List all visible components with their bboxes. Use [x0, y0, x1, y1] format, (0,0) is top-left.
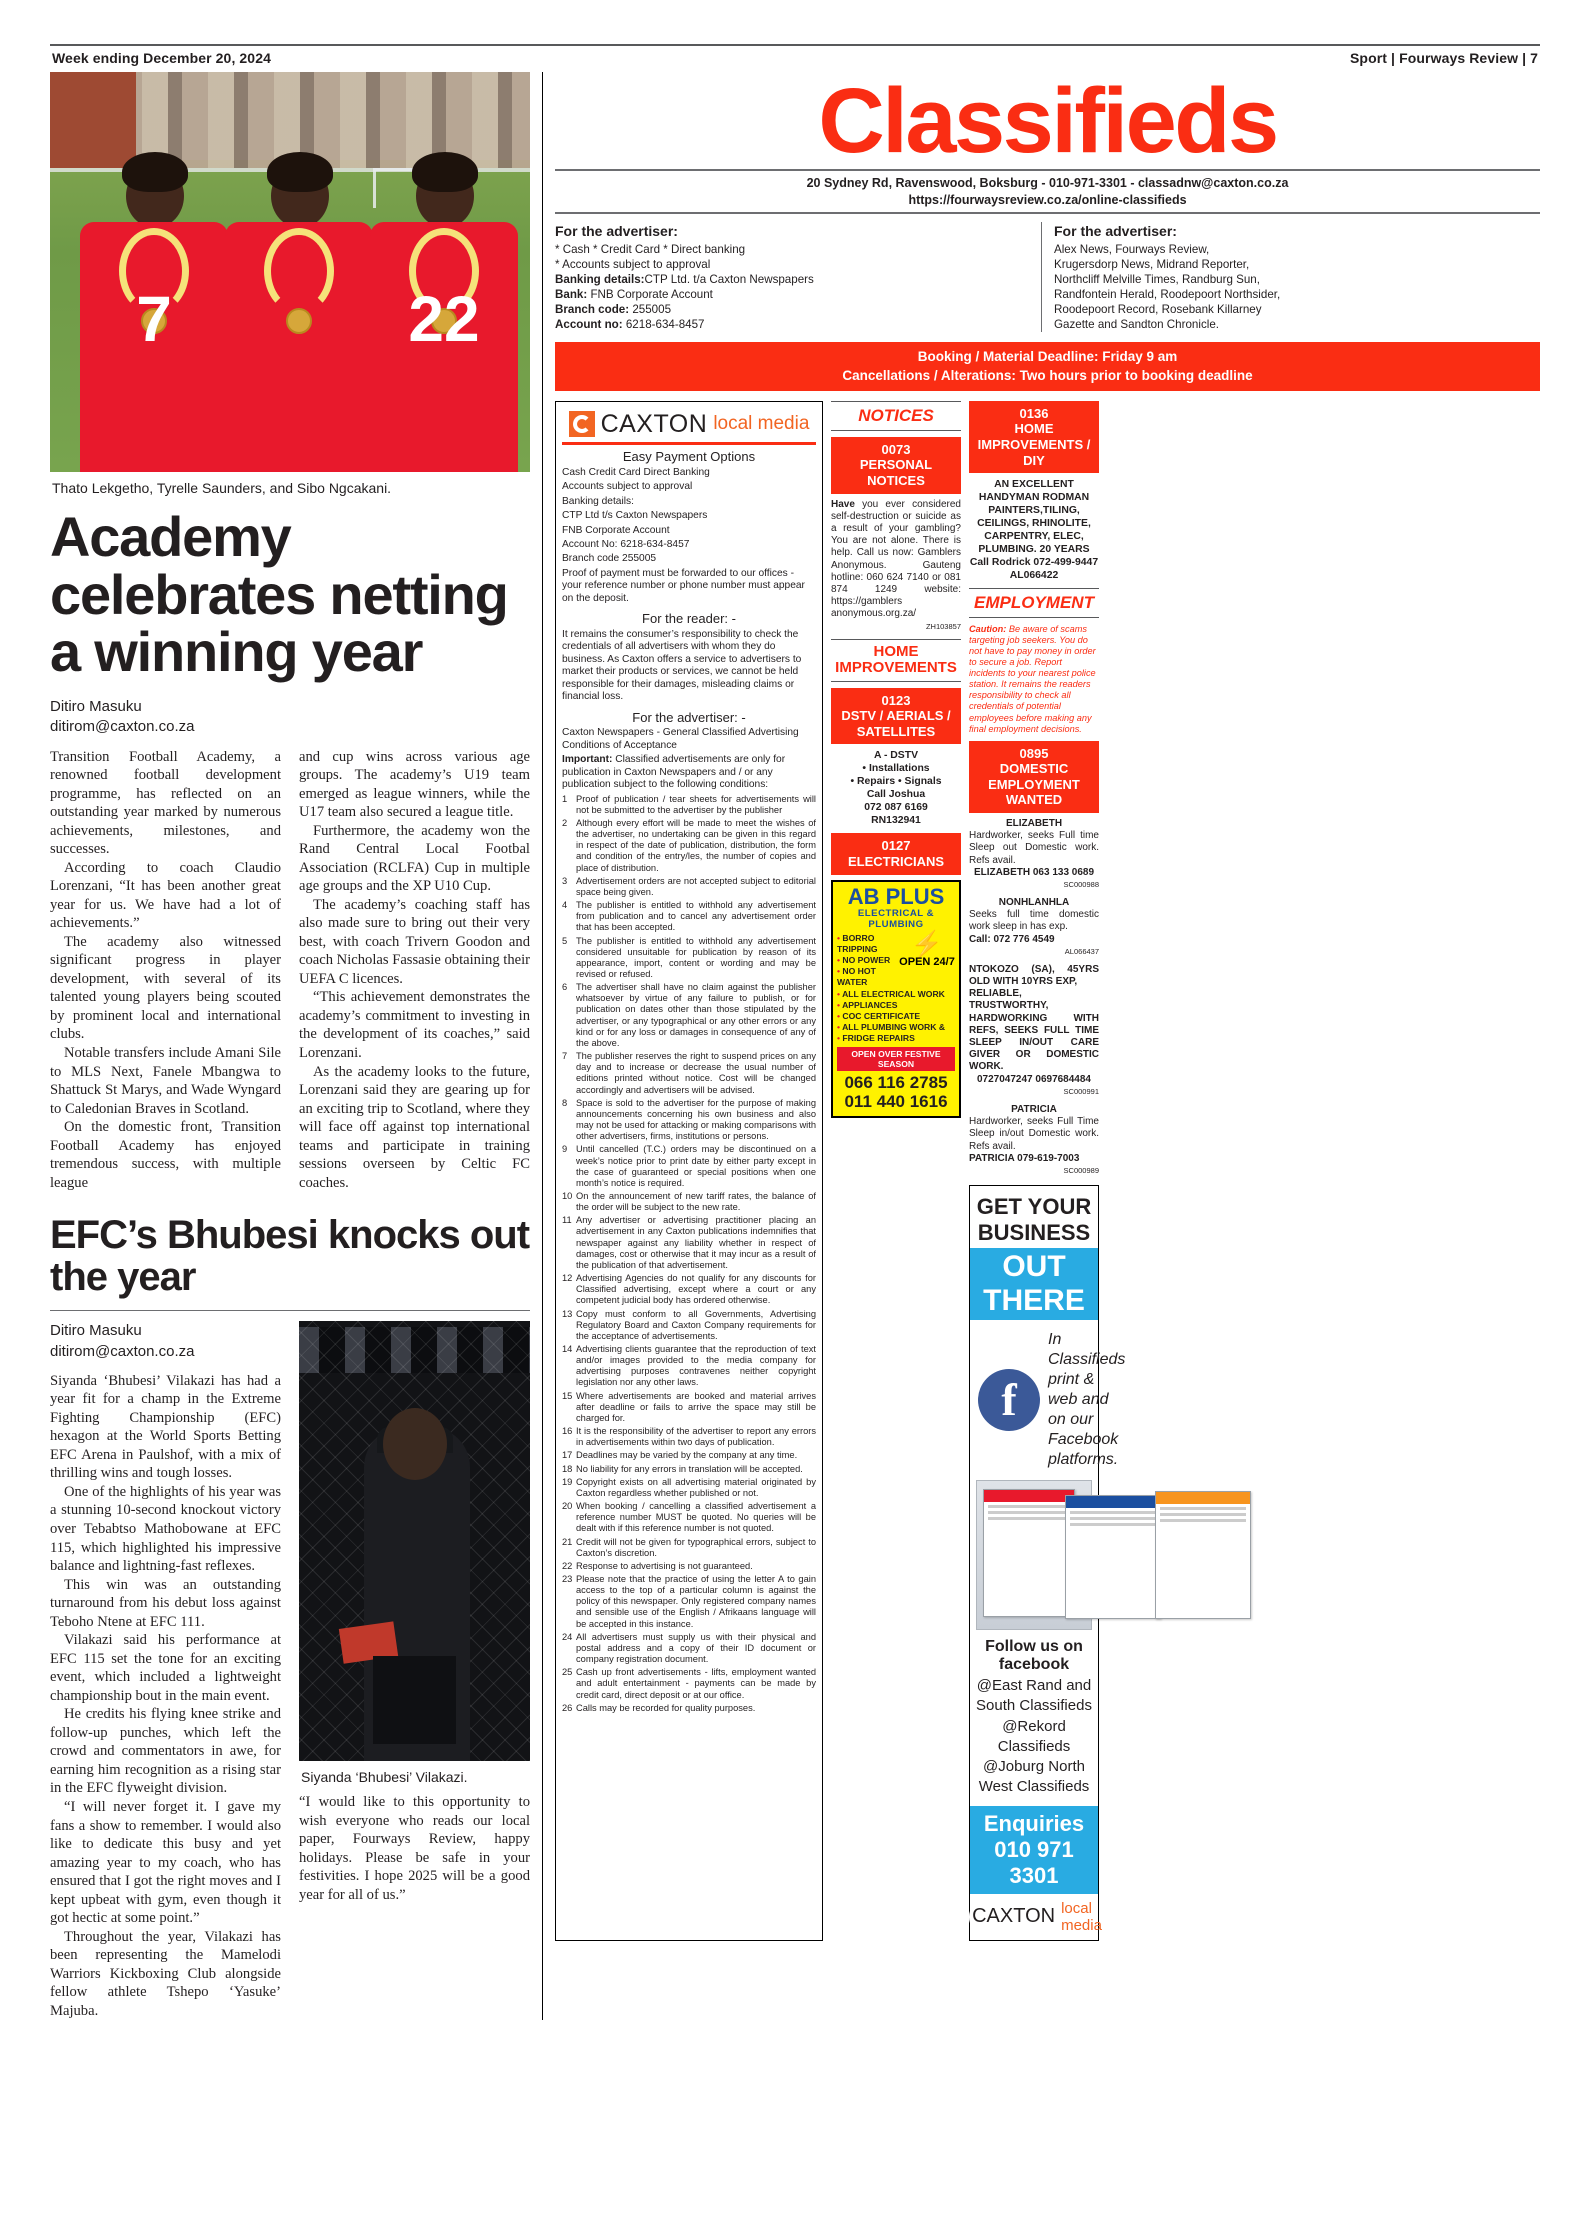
abplus-display-ad — [831, 880, 961, 1118]
term-item: Where advertisements are booked and material arrives after deadline or fails to arrive the space may still be charged for. — [576, 1390, 816, 1423]
advertiser-titles-box — [1041, 222, 1540, 333]
for-the-reader-heading: For the reader: - — [642, 611, 736, 627]
category-code: 0073 — [881, 441, 911, 457]
paper-line — [1160, 1513, 1246, 1516]
ad-contact: ELIZABETH 063 133 0689 — [973, 866, 1095, 878]
ad-text: Seeks full time domestic work sleep in has exp. — [969, 909, 1099, 933]
player-number: 22 — [408, 283, 480, 355]
term-item: It is the responsibility of the advertiser to report any errors in advertisements within two days of publication. — [576, 1426, 816, 1448]
player-kit — [80, 222, 228, 472]
ad-text: you ever considered self-destruction or suicide as a result of your gambling? You are not alone. There is help. Call us now: Gamblers Anonymous. Gauteng hotline: 060 624 7140 or 081 874 1249 website: https://gamblers anonymous.org.za/ — [831, 498, 961, 620]
paragraph: As the academy looks to the future, Lorenzani said they are gearing up for an exciting trip to Scotland, where they will face off against top international teams and participate in training sessions overseen by Celtic FC coaches. — [299, 1063, 530, 1191]
category-name: ELECTRICIANS — [847, 854, 945, 870]
ad-contact: Call: 072 776 4549 — [969, 933, 1055, 945]
category-dstv-aerials[interactable] — [831, 688, 961, 745]
payment-methods: * Cash * Credit Card * Direct banking — [555, 243, 746, 257]
main-article-col-2 — [299, 748, 530, 1193]
byline-email[interactable]: ditirom@caxton.co.za — [50, 718, 195, 736]
page-header — [50, 46, 1540, 72]
category-personal-notices[interactable] — [831, 437, 961, 494]
classified-ad-dstv — [831, 749, 961, 827]
second-story-rule — [50, 1310, 530, 1311]
paragraph: “I will never forget it. I gave my fans a show to remember. I would also like to dedicate this busy and yet amazing year to my coach, who has ensured that I got the right moves and I kept upbeat with gym, even though it got hectic at some point.” — [50, 1798, 281, 1927]
term-item: Space is sold to the advertiser for the purpose of making announcements concerning his own business and also may not be used for attacking or making comparisons with other advertisers, firms, institutions or persons. — [576, 1097, 816, 1142]
term-item: When booking / cancelling a classified advertisement a reference number MUST be quoted. No queries will be dealt with if this reference number is not quoted. — [576, 1501, 816, 1534]
ad-name: NTOKOZO (SA), 45YRS OLD WITH 10YRS EXP, — [969, 963, 1099, 988]
term-item: The publisher reserves the right to suspend prices on any day and to increase or decrease the usual number of editions printed without notice. Cost will be changed accordingly and advertisers will be advised. — [576, 1051, 816, 1095]
ad-lead-word: Have — [831, 498, 855, 510]
accounts-note: * Accounts subject to approval — [555, 258, 711, 272]
term-item: Advertising Agencies do not qualify for any discounts for Classified advertising, except where a court or any competent judicial body has ordered otherwise. — [576, 1273, 816, 1306]
account-row — [555, 317, 1031, 332]
player-head — [126, 164, 184, 228]
paper-line — [1160, 1519, 1246, 1522]
paragraph: and cup wins across various age groups. The academy’s U19 team emerged as league winners, while the U17 team also secured a league title. — [299, 748, 530, 821]
advertiser-info-row — [555, 222, 1540, 333]
paragraph: The academy also witnessed significant progress in player development, with several of its talented young players being scouted by prominent local and international clubs. — [50, 933, 281, 1043]
term-item: Calls may be recorded for quality purposes. — [576, 1702, 756, 1713]
bank-label: Bank: — [555, 288, 588, 302]
classifieds-grid — [555, 401, 1540, 1941]
category-name-line-2: SATELLITES — [856, 723, 936, 739]
ad-text: AN EXCELLENT HANDYMAN RODMAN PAINTERS,TILING, CEILINGS, RHINOLITE, CARPENTRY, ELEC, PLUMBING. 20 YEARS Call Rodrick 072-499-9447 — [969, 479, 1099, 569]
advertiser-heading: For the advertiser: — [555, 222, 678, 239]
title-line: Gazette and Sandton Chronicle. — [1054, 318, 1219, 332]
term-item: No liability for any errors in translation will be accepted. — [576, 1463, 803, 1474]
paragraph: This win was an outstanding turnaround from his debut loss against Teboho Ntene at EFC 111. — [50, 1576, 281, 1630]
paper-masthead — [1066, 1496, 1160, 1508]
payment-line: FNB Corporate Account — [562, 524, 670, 536]
advertiser-payment-box — [555, 222, 1041, 333]
promo-line-2: OUT THERE — [970, 1248, 1098, 1320]
term-item: The publisher is entitled to withhold any advertisement from publication and to cancel any advertisement order that has been accepted. — [576, 900, 816, 933]
caxton-logo-sub: local media — [1061, 1899, 1102, 1934]
category-name-line-1: HOME — [1014, 421, 1054, 437]
paragraph: “I would like to this opportunity to wish everyone who reads our local paper, Fourways Review, happy holidays. Please be safe in your festivities. I hope 2025 will be a good year for all of us.” — [299, 1794, 530, 1903]
classified-ad-ntokozo — [969, 964, 1099, 1096]
category-code: 0136 — [1019, 405, 1049, 421]
banking-details-row — [555, 272, 1031, 287]
term-item: Advertisement orders are not accepted subject to editorial space being given. — [576, 875, 816, 897]
issue-date: Week ending December 20, 2024 — [52, 50, 271, 66]
player-head — [416, 164, 474, 228]
second-byline — [50, 1321, 281, 1362]
service-item: • NO HOT WATER — [837, 966, 955, 988]
payment-line: Banking details: — [562, 495, 634, 507]
category-domestic-employment-wanted[interactable] — [969, 741, 1099, 813]
category-code: 0123 — [881, 692, 911, 708]
service-item: • ALL ELECTRICAL WORK — [837, 989, 955, 1000]
service-item: • ALL PLUMBING WORK & — [837, 1022, 955, 1033]
term-item: Deadlines may be varied by the company at any time. — [576, 1450, 798, 1461]
ad-reference: AL066437 — [1064, 946, 1099, 956]
paper-line — [988, 1505, 1070, 1508]
term-item: On the announcement of new tariff rates, the balance of the order will be subject to the new rate. — [576, 1190, 816, 1213]
ad-reference: SC000989 — [1063, 1165, 1099, 1175]
paragraph: According to coach Claudio Lorenzani, “It has been another great year for us. We have had a lot of achievements.” — [50, 859, 281, 932]
caxton-logo-word: CAXTON — [972, 1905, 1056, 1928]
ad-name: ELIZABETH — [1005, 817, 1063, 829]
service-item: • APPLIANCES — [837, 1000, 955, 1011]
service-item: • FRIDGE REPAIRS — [837, 1033, 955, 1044]
branch-label: Branch code: — [555, 303, 630, 317]
main-headline: Academy celebrates netting a winning year — [50, 505, 508, 684]
paragraph: Vilakazi said his performance at EFC 115 set the tone for an exciting event, which included a lightweight championship bout in the main event. — [50, 1632, 281, 1704]
term-item: Cash up front advertisements - lifts, employment wanted and adult entertainment - payments can be made by credit card, direct deposit or at our office. — [576, 1667, 816, 1700]
column-divider — [542, 72, 543, 2020]
paragraph: The academy’s coaching staff has also made sure to bring out their very best, with coach Trivern Goodon and coach Nicholas Fassasie obtaining their UEFA C licences. — [299, 896, 531, 987]
payment-line: Branch code 255005 — [562, 553, 657, 565]
conditions-subtitle: Caxton Newspapers - General Classified Advertising Conditions of Acceptance — [562, 727, 799, 751]
promo-follow-label: Follow us on facebook — [985, 1638, 1083, 1674]
montage-paper-1 — [983, 1489, 1075, 1617]
promo-enquiries-bar[interactable]: Enquiries 010 971 3301 — [970, 1806, 1098, 1894]
ad-name: NONHLANHLA — [998, 897, 1070, 909]
home-improvements-section-heading — [831, 639, 961, 682]
promo-facebook-row — [970, 1320, 1126, 1480]
editorial-column — [50, 72, 530, 2020]
category-code: 0895 — [1019, 745, 1049, 761]
main-byline — [50, 697, 530, 738]
category-electricians[interactable] — [831, 833, 961, 874]
promo-get-your-business-out-there[interactable] — [969, 1185, 1126, 1941]
ad-reference: RN132941 — [871, 815, 921, 827]
payment-line: Cash Credit Card Direct Banking — [562, 466, 710, 478]
caxton-logo — [562, 407, 816, 440]
caution-text: Be aware of scams targeting job seekers. You do not have to pay money in order to secure a job. Report incidents to your nearest police station. It remains the readers responsibility to check all credentials of potential employees before making any final employment decisions. — [969, 624, 1096, 734]
promo-newspaper-montage — [976, 1480, 1092, 1630]
photo-player-2 — [225, 164, 375, 472]
service-item: • COC CERTIFICATE — [837, 1011, 955, 1022]
category-home-improvements-diy[interactable] — [969, 401, 1099, 473]
paper-line — [988, 1511, 1070, 1514]
ad-text: Hardworker, seeks Full Time Sleep in/out Domestic work. Refs avail. — [969, 1116, 1099, 1152]
lightning-bolt-icon: ⚡ — [910, 928, 944, 959]
header-section-info — [1350, 50, 1538, 66]
term-item: Credit will not be given for typographical errors, subject to Caxton’s discretion. — [576, 1536, 816, 1558]
abplus-subtitle: ELECTRICAL & PLUMBING — [857, 907, 935, 930]
paragraph: Notable transfers include Amani Sile to MLS Next, Fanele Mbangwa to Shattuck St Marys, and Wade Wyngard to Caledonian Braves in Scotland. — [50, 1045, 281, 1117]
ad-name: PATRICIA — [1011, 1103, 1057, 1115]
category-name-line-2: IMPROVEMENTS / DIY — [977, 437, 1091, 468]
caxton-terms-box — [555, 401, 823, 1941]
category-code: 0127 — [881, 838, 911, 854]
term-item: Response to advertising is not guaranteed. — [576, 1560, 753, 1571]
bank-value: FNB Corporate Account — [590, 288, 713, 302]
promo-handles — [970, 1676, 1098, 1806]
banking-label: Banking details: — [555, 273, 645, 287]
ad-text: Hardworker, seeks Full time Sleep out Domestic work. Refs avail. — [969, 830, 1099, 866]
notices-column — [831, 401, 961, 1941]
byline-author: Ditiro Masuku — [50, 698, 142, 716]
term-item: Copy must conform to all Governments, Advertising Regulatory Board and Caxton Company requirements for the acceptance of advertisements. — [576, 1308, 816, 1341]
term-item: The publisher is entitled to withhold any advertisement considered unsuitable for publication by reason of its appearance, import, content or wording and may be revised or refused. — [576, 935, 816, 979]
header-sep-1: | — [1391, 50, 1396, 66]
ad-phone: 072 087 6169 — [864, 802, 928, 814]
page-number: 7 — [1530, 50, 1538, 66]
title-line: Roodepoort Record, Rosebank Killarney — [1054, 303, 1262, 317]
newspaper-page — [50, 44, 1540, 2184]
caxton-logo-word: CAXTON — [600, 409, 708, 438]
paragraph: Transition Football Academy, a renowned football development programme, has reflected on an outstanding year marked by numerous achievements, milestones, and successes. — [50, 748, 281, 858]
paper-masthead — [1156, 1492, 1250, 1504]
header-section: Sport — [1349, 50, 1388, 66]
paper-line — [1160, 1507, 1246, 1510]
branch-row — [555, 302, 1031, 317]
player-hair — [412, 152, 478, 192]
byline-author: Ditiro Masuku — [50, 1322, 142, 1340]
paragraph: Throughout the year, Vilakazi has been representing the Mamelodi Warriors Kickboxing Club alongside fellow athlete Tshepo ‘Yasuke’ Majuba. — [50, 1928, 281, 2019]
paragraph: Furthermore, the academy won the Rand Central Local Footbal Association (RCLFA) Cup in multiple age groups and the XP U10 Cup. — [299, 822, 530, 895]
classified-ad-gamblers — [831, 499, 961, 631]
abplus-title: AB PLUS — [847, 883, 945, 909]
paper-line — [988, 1517, 1070, 1520]
facebook-icon[interactable]: f — [978, 1369, 1040, 1431]
paragraph: One of the highlights of his year was a stunning 10-second knockout victory over Tebabtso Mathobowane at EFC 115, which highlighted his impressive balance and lightning-fast reflexes. — [50, 1483, 281, 1575]
term-item: Proof of publication / tear sheets for advertisements will not be submitted to the advertiser by the publisher — [576, 793, 816, 815]
caxton-logo-icon — [569, 411, 595, 437]
classifieds-contact — [555, 169, 1540, 214]
photo-background-brick — [50, 72, 136, 168]
abplus-phone-1: 066 116 2785 — [844, 1073, 948, 1093]
easy-payment-heading: Easy Payment Options — [622, 448, 756, 464]
payment-line: Accounts subject to approval — [562, 481, 693, 493]
account-label: Account no: — [555, 318, 623, 332]
term-item: The advertiser shall have no claim against the publisher whatsoever by virtue of any failure to publish, or for publication on dates other than those stipulated by the advertiser, or any typographical or any other errors or any kind or for any loss or damages in consequence of any of the above. — [576, 982, 816, 1048]
second-headline: EFC’s Bhubesi knocks out the year — [50, 1213, 530, 1300]
academy-photo-caption: Thato Lekgetho, Tyrelle Saunders, and Sibo Ngcakani. — [52, 480, 392, 496]
abplus-festive-banner: OPEN OVER FESTIVE SEASON — [837, 1047, 955, 1071]
term-item: Please note that the practice of using the letter A to gain access to the top of a particular column is against the policy of this newspaper. Only registered company names and sensible use of the English / Afrikaans language will be accepted in this instance. — [576, 1573, 816, 1629]
ad-call-label: Call Joshua — [866, 789, 926, 801]
promo-description: In Classifieds print & web and on our Facebook platforms. — [1048, 1331, 1126, 1469]
paper-masthead — [984, 1490, 1074, 1502]
header-sep-2: | — [1522, 50, 1527, 66]
player-number: 7 — [136, 283, 172, 355]
efc-photo — [299, 1321, 530, 1761]
important-label: Important: — [562, 754, 613, 766]
payment-line: CTP Ltd t/s Caxton Newspapers — [562, 510, 708, 522]
term-item: Any advertiser or advertising practitioner placing an advertisement in any Caxton publications indemnifies that newspaper against any liability whether in respect of damages, cost or otherwise that it may incur as a result of the publication of that advertisement. — [576, 1215, 816, 1270]
caxton-logo-sub: local media — [713, 413, 810, 435]
paragraph: On the domestic front, Transition Football Academy has enjoyed tremendous success, with multiple league — [50, 1119, 281, 1191]
classified-ad-elizabeth — [969, 818, 1099, 889]
paper-line — [1070, 1511, 1156, 1514]
booking-deadline: Booking / Material Deadline: Friday 9 am — [917, 349, 1178, 365]
terms-list — [562, 794, 816, 1714]
proof-of-payment-note: Proof of payment must be forwarded to our offices - your reference number or phone number must appear on the deposit. — [562, 567, 805, 604]
payment-line: Account No: 6218-634-8457 — [562, 538, 690, 550]
ad-text: RELIABLE, TRUSTWORTHY, HARDWORKING WITH REFS, SEEKS FULL TIME SLEEP IN/OUT CARE GIVER OR DOMESTIC WORK. — [969, 988, 1099, 1073]
classifieds-address: 20 Sydney Rd, Ravenswood, Boksburg - 010-971-3301 - classadnw@caxton.co.za — [806, 176, 1289, 191]
ad-contact: PATRICIA 079-619-7003 — [969, 1152, 1080, 1164]
facebook-handle[interactable]: @Joburg North West Classifieds — [978, 1758, 1090, 1796]
medal-disc — [286, 308, 312, 334]
caution-label: Caution: — [969, 624, 1007, 635]
ad-reference: SC000991 — [1063, 1086, 1099, 1096]
montage-paper-2 — [1065, 1495, 1161, 1619]
paper-line — [1070, 1517, 1156, 1520]
branch-value: 255005 — [632, 303, 672, 317]
ad-service-1: • Installations — [862, 763, 930, 775]
caxton-logo-rule — [562, 442, 816, 445]
employment-caution-notice — [969, 624, 1099, 734]
classified-ad-nonhlanhla — [969, 897, 1099, 956]
main-article-col-1 — [50, 748, 281, 1193]
term-item: Advertising clients guarantee that the reproduction of text and/or images provided to the media company for advertising purposes contravenes neither copyright legislation nor any other laws. — [576, 1344, 816, 1388]
abplus-phone-2: 011 440 1616 — [844, 1092, 948, 1112]
player-hair — [122, 152, 188, 192]
cancellation-deadline: Cancellations / Alterations: Two hours prior to booking deadline — [842, 367, 1253, 383]
second-article-col-2 — [299, 1321, 530, 2020]
second-article-body — [50, 1321, 530, 2020]
banking-value: CTP Ltd. t/a Caxton Newspapers — [644, 273, 814, 287]
classifieds-masthead: Classifieds — [818, 70, 1277, 172]
service-item: • NO POWER — [837, 955, 955, 966]
for-the-reader-text: It remains the consumer’s responsibility to check the credentials of all advertisers with whom they do business. As Caxton offers a service to advertisers to market their products or services, we cannot be held responsible for their damages, misleading claims or financial loss. — [562, 628, 802, 703]
term-item: Although every effort will be made to meet the wishes of the advertiser, no undertaking can be given in this regard in respect of the date of publication, distribution, the form and condition of the entry/les, the number of copies and place of distribution. — [576, 817, 816, 873]
medal-ribbon — [264, 228, 334, 314]
photo-fighter-head — [383, 1408, 447, 1480]
term-item: Copyright exists on all advertising material originated by Caxton regardless whether published or not. — [576, 1476, 816, 1498]
paper-line — [1070, 1523, 1156, 1526]
service-item: • BORRO TRIPPING — [837, 933, 955, 955]
player-head — [271, 164, 329, 228]
montage-paper-3 — [1155, 1491, 1251, 1619]
term-item: Until cancelled (T.C.) orders may be discontinued on a week’s notice prior to print date by either party except in the case of guaranteed or special positions when one month’s notice is required. — [576, 1144, 816, 1188]
category-name: PERSONAL NOTICES — [859, 457, 933, 489]
classifieds-column — [555, 72, 1540, 2020]
category-name-line-3: WANTED — [1005, 792, 1063, 808]
abplus-open-badge — [899, 928, 955, 969]
title-line: Northcliff Melville Times, Randburg Sun, — [1054, 273, 1260, 287]
promo-caxton-logo — [970, 1894, 1102, 1940]
important-text: Classified advertisements are only for publication in Caxton Newspapers and / or any publication subject to the following conditions: — [562, 754, 786, 791]
paragraph: Siyanda ‘Bhubesi’ Vilakazi has had a year fit for a champ in the Extreme Fighting Championship (EFC) hexagon at the World Sports Betting EFC Arena in Paulshof, with a mix of thrilling wins and tough losses. — [50, 1372, 281, 1482]
page-body — [50, 72, 1540, 2020]
efc-photo-caption: Siyanda ‘Bhubesi’ Vilakazi. — [301, 1769, 468, 1786]
ad-title: A - DSTV — [873, 750, 919, 762]
academy-photo — [50, 72, 530, 472]
employment-section-heading: EMPLOYMENT — [969, 588, 1099, 618]
ad-service-2: • Repairs • Signals — [850, 776, 942, 788]
bank-row — [555, 287, 1031, 302]
ad-reference: SC000988 — [1063, 879, 1099, 889]
promo-line-1: GET YOUR BUSINESS — [976, 1194, 1092, 1246]
header-publication: Fourways Review — [1399, 50, 1519, 66]
facebook-handle[interactable]: @Rekord Classifieds — [997, 1717, 1071, 1755]
category-name-line-1: DOMESTIC — [999, 761, 1069, 777]
classified-ad-patricia — [969, 1104, 1099, 1175]
player-hair — [267, 152, 333, 192]
byline-email[interactable]: ditirom@caxton.co.za — [50, 1342, 195, 1360]
deadline-banner — [555, 342, 1540, 390]
classified-ad-handyman — [969, 478, 1099, 582]
title-line: Krugersdorp News, Midrand Reporter, — [1054, 258, 1250, 272]
facebook-handle[interactable]: @East Rand and South Classifieds — [976, 1677, 1092, 1715]
classifieds-url[interactable]: https://fourwaysreview.co.za/online-classifieds — [908, 192, 1187, 207]
section-heading-line-1: HOME — [873, 642, 919, 660]
title-line: Randfontein Herald, Roodepoort Northsider, — [1054, 288, 1281, 302]
account-value: 6218-634-8457 — [625, 318, 705, 332]
advertiser-heading: For the advertiser: — [1054, 222, 1177, 239]
category-name-line-1: DSTV / AERIALS / — [841, 708, 951, 724]
employment-column — [969, 401, 1126, 1941]
term-item: All advertisers must supply us with their physical and postal address and a copy of their ID document or company registration document. — [576, 1631, 816, 1665]
second-article-col-1 — [50, 1321, 281, 2020]
abplus-open-text: OPEN 24/7 — [899, 956, 955, 969]
paragraph: He credits his flying knee strike and follow-up punches, which left the crowd and commentators in awe, for earning him recognition as a rising star in the EFC flyweight division. — [50, 1706, 281, 1797]
caxton-terms-text — [562, 449, 816, 1714]
ad-contact: 0727047247 0697684484 — [976, 1073, 1091, 1085]
important-note — [562, 754, 816, 791]
player-kit — [370, 222, 518, 472]
main-article-body — [50, 748, 530, 1193]
category-name-line-2: EMPLOYMENT — [988, 776, 1080, 792]
for-the-advertiser-heading: For the advertiser: - — [632, 709, 746, 725]
photo-player-3 — [370, 164, 520, 472]
title-line: Alex News, Fourways Review, — [1054, 243, 1210, 257]
notices-section-heading: NOTICES — [831, 401, 961, 431]
paragraph: “This achievement demonstrates the academy’s commitment to investing in the development of its coaches,” said Lorenzani. — [299, 989, 530, 1062]
ad-reference: ZH103857 — [925, 621, 961, 631]
photo-player-1 — [80, 164, 230, 472]
ad-reference: AL066422 — [1009, 570, 1059, 582]
photo-fighter-shorts — [373, 1656, 456, 1744]
section-heading-line-2: IMPROVEMENTS — [835, 659, 957, 677]
player-kit — [225, 222, 373, 472]
